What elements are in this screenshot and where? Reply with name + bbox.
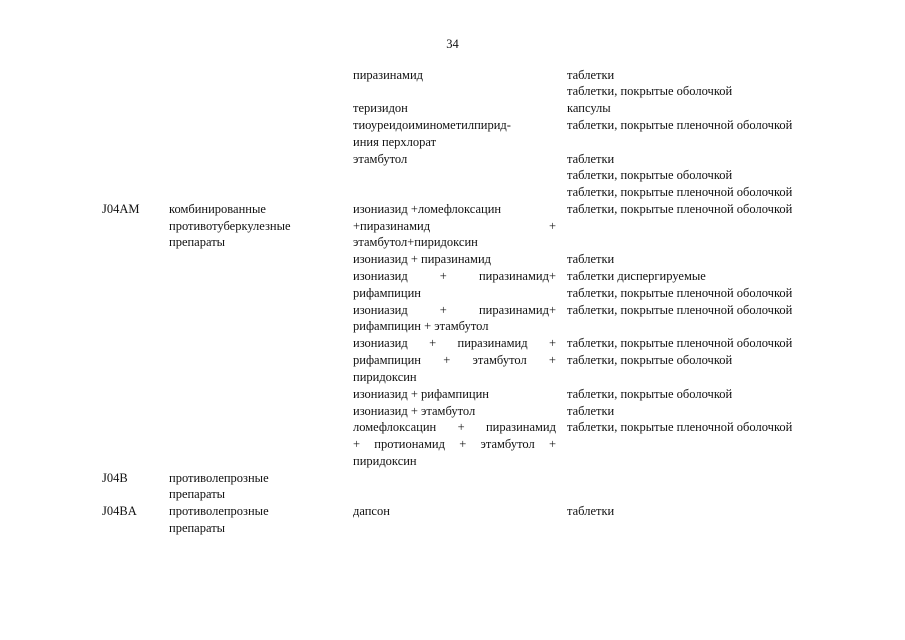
drug-name-line: пиридоксин	[353, 369, 417, 384]
dosage-form-line: таблетки, покрытые пленочной оболочкой	[567, 302, 793, 317]
dosage-form-line: таблетки	[567, 403, 615, 418]
dosage-form-line: таблетки диспергируемые	[567, 269, 706, 284]
group-name	[169, 503, 344, 537]
atc-code-line: J04AM	[102, 201, 140, 216]
drug-name	[353, 386, 556, 403]
atc-code	[102, 503, 162, 520]
drug-name-line: иния перхлорат	[353, 134, 437, 149]
group-name	[169, 201, 344, 251]
group-name-line: противотуберкулезные	[169, 218, 291, 233]
dosage-form-line: капсулы	[567, 101, 611, 116]
dosage-form-line: таблетки	[567, 252, 615, 267]
dosage-form-line: таблетки, покрытые пленочной оболочкой	[567, 201, 793, 216]
drug-name	[353, 335, 556, 385]
drug-name-line: изониазид + рифампицин	[353, 386, 489, 401]
drug-name-line: +пиразинамид +	[353, 218, 556, 233]
drug-name	[353, 302, 556, 336]
drug-name-line: теризидон	[353, 101, 408, 116]
drug-name-line: рифампицин + этамбутол +	[353, 353, 556, 368]
dosage-form-line: таблетки	[567, 504, 615, 519]
group-name-line: противолепрозные	[169, 504, 269, 519]
dosage-form	[567, 100, 867, 117]
drug-name	[353, 251, 556, 268]
drug-name-line: изониазид + пиразинамид+	[353, 269, 556, 284]
drug-name-line: рифампицин	[353, 285, 421, 300]
drug-name	[353, 67, 556, 84]
drug-name-line: изониазид + этамбутол	[353, 403, 476, 418]
dosage-form-line: таблетки	[567, 67, 615, 82]
drug-name-line: изониазид +ломефлоксацин	[353, 201, 502, 216]
dosage-form-line: таблетки, покрытые оболочкой	[567, 386, 733, 401]
atc-code-line: J04B	[102, 470, 128, 485]
drug-name-line: изониазид + пиразинамид +	[353, 336, 556, 351]
drug-name	[353, 151, 556, 168]
dosage-form	[567, 403, 867, 420]
dosage-form-line: таблетки, покрытые оболочкой	[567, 84, 733, 99]
dosage-form	[567, 117, 867, 134]
dosage-form	[567, 268, 867, 302]
dosage-form-line: таблетки	[567, 151, 615, 166]
dosage-form	[567, 503, 867, 520]
drug-name-line: изониазид + пиразинамид+	[353, 302, 556, 317]
atc-code	[102, 201, 162, 218]
dosage-form-line: таблетки, покрытые пленочной оболочкой	[567, 117, 793, 132]
dosage-form	[567, 386, 867, 403]
dosage-form	[567, 419, 867, 436]
drug-name-line: ломефлоксацин + пиразинамид	[353, 420, 556, 435]
dosage-form	[567, 67, 867, 101]
drug-name	[353, 100, 556, 117]
drug-name-line: пиразинамид	[353, 67, 424, 82]
drug-name-line: + протионамид + этамбутол +	[353, 437, 556, 452]
dosage-form	[567, 151, 867, 201]
dosage-form	[567, 302, 867, 319]
group-name-line: комбинированные	[169, 201, 266, 216]
page-number: 34	[446, 37, 459, 51]
atc-code	[102, 470, 162, 487]
dosage-form-line: таблетки, покрытые пленочной оболочкой	[567, 285, 793, 300]
dosage-form-line: таблетки, покрытые пленочной оболочкой	[567, 185, 793, 200]
dosage-form-line: таблетки, покрытые пленочной оболочкой	[567, 420, 793, 435]
group-name	[169, 470, 344, 504]
drug-name	[353, 403, 556, 420]
group-name-line: препараты	[169, 487, 226, 502]
dosage-form-line: таблетки, покрытые пленочной оболочкой	[567, 336, 793, 351]
drug-name-line: дапсон	[353, 504, 390, 519]
drug-name-line: этамбутол	[353, 151, 408, 166]
dosage-form-line: таблетки, покрытые оболочкой	[567, 353, 733, 368]
group-name-line: препараты	[169, 521, 226, 536]
drug-name	[353, 419, 556, 469]
drug-name	[353, 201, 556, 251]
dosage-form	[567, 335, 867, 369]
dosage-form-line: таблетки, покрытые оболочкой	[567, 168, 733, 183]
drug-name-line: пиридоксин	[353, 453, 417, 468]
dosage-form	[567, 201, 867, 218]
drug-name	[353, 268, 556, 302]
drug-name	[353, 503, 556, 520]
drug-name-line: тиоуреидоиминометилпирид-	[353, 117, 511, 132]
drug-name-line: рифампицин + этамбутол	[353, 319, 489, 334]
dosage-form	[567, 251, 867, 268]
drug-name-line: этамбутол+пиридоксин	[353, 235, 478, 250]
drug-name-line: изониазид + пиразинамид	[353, 252, 492, 267]
drug-name	[353, 117, 556, 151]
atc-code-line: J04BA	[102, 504, 137, 519]
group-name-line: препараты	[169, 235, 226, 250]
group-name-line: противолепрозные	[169, 470, 269, 485]
